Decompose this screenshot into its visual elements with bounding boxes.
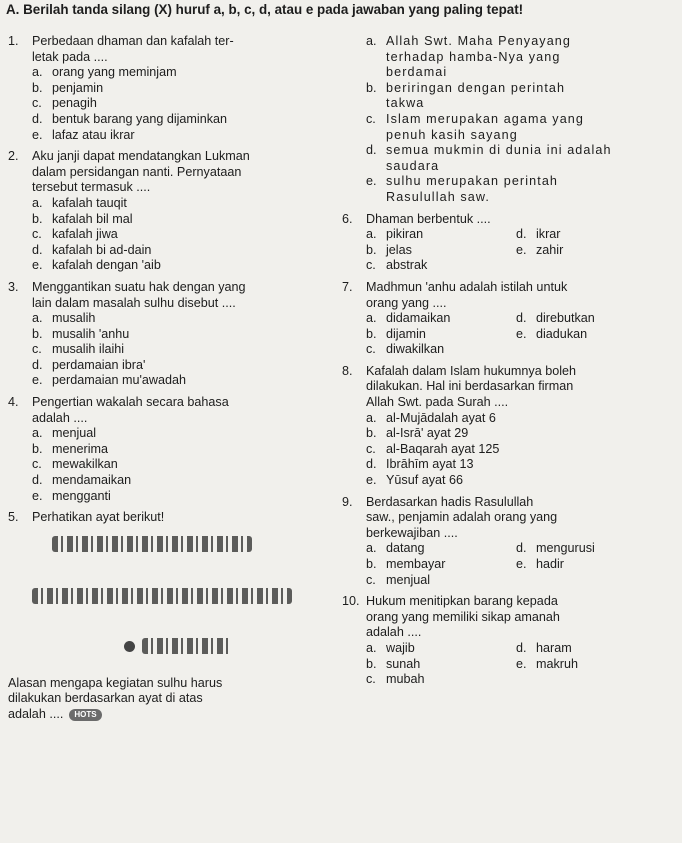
option-text: pikiran [386, 227, 424, 242]
question-text: Pengertian wakalah secara bahasa adalah .... [32, 395, 229, 425]
answer-options [32, 196, 334, 274]
question-text: Perhatikan ayat berikut! [32, 510, 165, 525]
question-number: 10. [342, 594, 360, 609]
option-text: datang [386, 541, 425, 556]
option-letter: a. [366, 311, 377, 326]
answer-option[interactable] [366, 473, 674, 489]
question-number: 1. [8, 34, 19, 48]
option-text: kafalah dengan 'aib [52, 258, 161, 273]
option-letter: a. [32, 426, 43, 441]
option-text: Islam merupakan agama yang penuh kasih sayang [386, 111, 585, 142]
question [8, 395, 334, 504]
question-number: 2. [8, 149, 19, 164]
option-letter: e. [32, 488, 43, 503]
option-letter: a. [366, 227, 377, 242]
question-text: Hukum menitipkan barang kepada orang yang memiliki sikap amanah adalah .... [366, 594, 560, 640]
question-number: 4. [8, 395, 19, 410]
option-text: diwakilkan [386, 342, 445, 357]
question [8, 34, 334, 143]
question-text: Menggantikan suatu hak dengan yang lain dalam masalah sulhu disebut .... [32, 279, 246, 310]
answer-options [366, 227, 674, 274]
question-text: Kafalah dalam Islam hukumnya boleh dilakukan. Hal ini berdasarkan firman Allah Swt. pada Surah .... [366, 363, 577, 410]
answer-option[interactable] [366, 457, 674, 473]
answer-option[interactable] [32, 65, 334, 81]
option-letter: b. [366, 656, 377, 671]
option-text: Yūsuf ayat 66 [386, 473, 464, 488]
question [342, 594, 674, 688]
option-text: kafalah jiwa [52, 227, 118, 242]
question [8, 149, 334, 274]
option-letter: d. [516, 311, 527, 326]
answer-option[interactable] [516, 657, 666, 673]
question-number: 7. [342, 279, 353, 294]
question-number: 3. [8, 279, 19, 294]
question [8, 280, 334, 389]
option-letter: d. [516, 541, 527, 556]
option-text: diadukan [536, 326, 588, 341]
answer-option[interactable] [32, 81, 334, 97]
answer-option[interactable] [516, 557, 666, 573]
answer-option[interactable] [366, 641, 516, 657]
answer-options [32, 311, 334, 389]
option-text: lafaz atau ikrar [52, 127, 135, 142]
answer-option[interactable] [32, 473, 334, 489]
answer-options [366, 641, 674, 688]
option-text: kafalah bi ad-dain [52, 242, 152, 257]
answer-option[interactable] [32, 212, 334, 228]
answer-option[interactable] [366, 112, 674, 143]
answer-options [366, 311, 674, 358]
option-letter: e. [32, 127, 43, 142]
answer-option[interactable] [32, 342, 334, 358]
option-text: orang yang meminjam [52, 65, 177, 80]
answer-option[interactable] [366, 426, 674, 442]
option-letter: c. [366, 111, 376, 126]
question-number: 6. [342, 211, 353, 226]
option-text: haram [536, 640, 572, 655]
option-letter: a. [366, 410, 377, 425]
question [342, 212, 674, 274]
answer-option[interactable] [516, 311, 666, 327]
answer-option[interactable] [366, 672, 516, 688]
option-letter: d. [32, 242, 43, 257]
arabic-script-line [52, 536, 252, 552]
answer-option[interactable] [32, 112, 334, 128]
answer-option[interactable] [366, 243, 516, 259]
question [342, 34, 674, 206]
answer-option[interactable] [366, 657, 516, 673]
question-text: Alasan mengapa kegiatan sulhu harus dilakukan berdasarkan ayat di atas adalah .... HOTS [8, 675, 223, 721]
answer-option[interactable] [366, 411, 674, 427]
option-text: musalih 'anhu [52, 326, 130, 341]
answer-option[interactable] [366, 143, 674, 174]
option-text: perdamaian mu'awadah [52, 373, 187, 388]
right-column [342, 34, 674, 694]
option-letter: d. [516, 227, 527, 242]
option-text: al-Baqarah ayat 125 [386, 441, 500, 456]
option-letter: e. [516, 326, 527, 341]
option-letter: a. [32, 311, 43, 326]
option-letter: a. [32, 65, 43, 80]
answer-option[interactable] [366, 258, 516, 274]
question-text: Dhaman berbentuk .... [366, 211, 491, 226]
option-text: penagih [52, 96, 97, 111]
option-letter: b. [32, 80, 43, 95]
option-text: semua mukmin di dunia ini adalah saudara [386, 143, 612, 173]
option-letter: c. [366, 572, 376, 587]
answer-option[interactable] [32, 311, 334, 327]
answer-option[interactable] [32, 457, 334, 473]
option-letter: a. [32, 195, 43, 210]
answer-option[interactable] [366, 327, 516, 343]
option-letter: e. [516, 242, 527, 257]
question-number: 9. [342, 494, 353, 509]
option-letter: c. [366, 672, 376, 687]
answer-option[interactable] [516, 243, 666, 259]
answer-option[interactable] [32, 327, 334, 343]
option-letter: d. [32, 357, 43, 372]
quran-verse-image [32, 526, 334, 676]
option-text: jelas [386, 242, 412, 257]
option-text: kafalah bil mal [52, 211, 133, 226]
answer-option[interactable] [366, 573, 516, 589]
option-text: didamaikan [386, 311, 451, 326]
option-letter: c. [366, 342, 376, 357]
question-text: Perbedaan dhaman dan kafalah ter- letak pada .... [32, 34, 234, 64]
answer-option[interactable] [516, 541, 666, 557]
answer-option[interactable] [32, 243, 334, 259]
answer-option[interactable] [366, 34, 674, 81]
option-letter: a. [366, 34, 377, 48]
option-letter: b. [366, 326, 377, 341]
option-letter: d. [366, 143, 377, 158]
option-text: membayar [386, 557, 446, 571]
option-letter: e. [516, 656, 527, 671]
arabic-script-line [32, 588, 292, 604]
answer-option[interactable] [366, 541, 516, 557]
question-number: 8. [342, 363, 353, 378]
option-letter: b. [366, 242, 377, 257]
option-letter: c. [32, 96, 42, 111]
option-letter: b. [366, 80, 377, 95]
option-text: mengganti [52, 488, 111, 503]
option-letter: a. [366, 541, 377, 556]
answer-option[interactable] [366, 557, 516, 573]
answer-option[interactable] [516, 641, 666, 657]
question [342, 280, 674, 358]
option-letter: d. [516, 640, 527, 655]
option-text: menjual [386, 572, 431, 587]
option-text: al-Isrā' ayat 29 [386, 426, 469, 441]
option-letter: c. [366, 258, 376, 273]
option-letter: e. [366, 473, 377, 488]
answer-options [366, 34, 674, 206]
answer-option[interactable] [32, 128, 334, 144]
option-text: makruh [536, 656, 578, 671]
option-text: sulhu merupakan perintah Rasulullah saw. [386, 174, 559, 204]
question-text: Madhmun 'anhu adalah istilah untuk orang yang .... [366, 279, 568, 310]
option-letter: a. [366, 640, 377, 655]
answer-option[interactable] [516, 227, 666, 243]
option-text: mendamaikan [52, 473, 132, 488]
option-text: abstrak [386, 258, 428, 273]
option-text: direbutkan [536, 311, 595, 326]
option-text: hadir [536, 557, 565, 571]
answer-option[interactable] [366, 311, 516, 327]
answer-option[interactable] [516, 327, 666, 343]
option-letter: c. [32, 342, 42, 357]
option-text: wajib [386, 640, 415, 655]
option-text: mengurusi [536, 541, 595, 556]
answer-option[interactable] [32, 196, 334, 212]
option-text: menerima [52, 441, 108, 456]
hots-badge: HOTS [69, 709, 101, 721]
answer-option[interactable] [32, 96, 334, 112]
answer-options [366, 541, 674, 588]
option-text: sunah [386, 656, 421, 671]
verse-number-icon [124, 641, 135, 652]
option-letter: b. [32, 441, 43, 456]
question-text: Berdasarkan hadis Rasulullah saw., penjamin adalah orang yang berkewajiban .... [366, 494, 558, 540]
option-text: zahir [536, 242, 564, 257]
option-letter: e. [32, 258, 43, 273]
answer-option[interactable] [366, 174, 674, 205]
option-text: mewakilkan [52, 457, 118, 472]
answer-option[interactable] [32, 489, 334, 505]
arabic-script-line [142, 638, 232, 654]
option-text: Allah Swt. Maha Penyayang terhadap hamba-Nya yang berdamai [386, 34, 572, 80]
answer-options [32, 65, 334, 143]
option-text: bentuk barang yang dijaminkan [52, 111, 228, 126]
option-text: menjual [52, 426, 97, 441]
answer-option[interactable] [366, 227, 516, 243]
option-text: perdamaian ibra' [52, 357, 146, 372]
answer-option[interactable] [366, 442, 674, 458]
answer-option[interactable] [32, 426, 334, 442]
option-letter: e. [366, 174, 377, 189]
answer-option[interactable] [32, 258, 334, 274]
option-letter: c. [32, 227, 42, 242]
option-letter: e. [516, 557, 527, 571]
option-text: ikrar [536, 227, 561, 242]
answer-options [366, 411, 674, 489]
option-text: beriringan dengan perintah takwa [386, 80, 566, 111]
question-text: Aku janji dapat mendatangkan Lukman dalam persidangan nanti. Pernyataan tersebut termasuk .... [32, 149, 250, 195]
option-text: musalih [52, 311, 96, 326]
option-text: Ibrāhīm ayat 13 [386, 457, 474, 472]
option-letter: e. [32, 373, 43, 388]
question [342, 364, 674, 489]
option-text: dijamin [386, 326, 426, 341]
answer-option[interactable] [366, 81, 674, 112]
question-number: 5. [8, 510, 19, 525]
option-letter: b. [32, 326, 43, 341]
option-text: penjamin [52, 80, 104, 95]
option-letter: d. [32, 111, 43, 126]
option-letter: b. [366, 426, 377, 441]
option-text: musalih ilaihi [52, 342, 125, 357]
answer-option[interactable] [32, 358, 334, 374]
left-column [8, 34, 334, 729]
option-letter: d. [32, 473, 43, 488]
answer-option[interactable] [366, 342, 516, 358]
option-text: al-Mujādalah ayat 6 [386, 410, 496, 425]
option-letter: b. [366, 557, 377, 571]
option-letter: d. [366, 457, 377, 472]
option-letter: c. [366, 441, 376, 456]
section-heading: A. Berilah tanda silang (X) huruf a, b, c, d, atau e pada jawaban yang paling tepat! [6, 2, 524, 17]
answer-options [32, 426, 334, 504]
option-letter: c. [32, 457, 42, 472]
answer-option[interactable] [32, 227, 334, 243]
question [8, 510, 334, 722]
option-text: mubah [386, 672, 425, 687]
answer-option[interactable] [32, 373, 334, 389]
question [342, 495, 674, 589]
option-text: kafalah tauqit [52, 195, 127, 210]
option-letter: b. [32, 211, 43, 226]
answer-option[interactable] [32, 442, 334, 458]
